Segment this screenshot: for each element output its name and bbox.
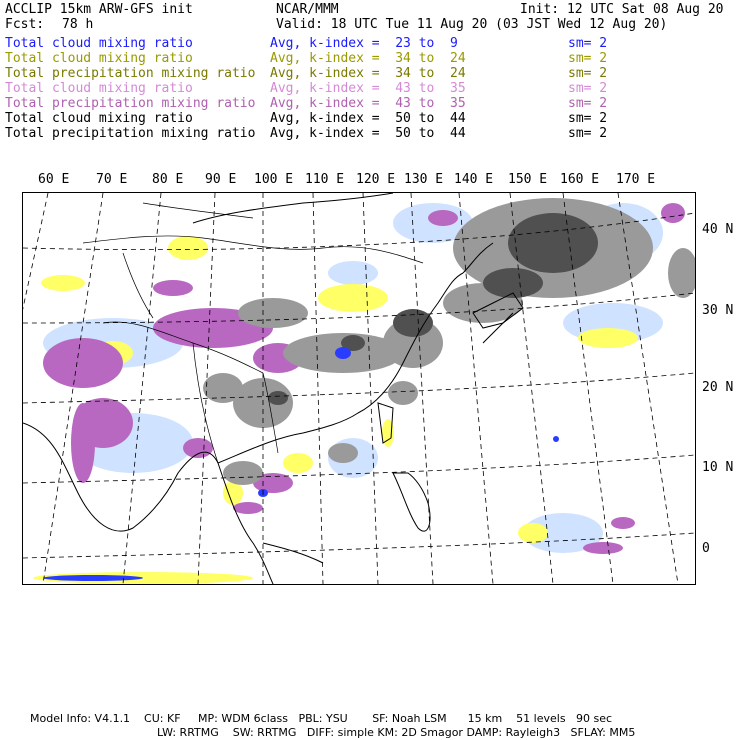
model-info-line1: Model Info: V4.1.1 CU: KF MP: WDM 6class PBL: YSU SF: Noah LSM 15 km 51 levels 90 sec (30, 712, 613, 725)
legend-sm-0: sm= 2 (568, 36, 608, 51)
lat-label-10n: 10 N (702, 460, 734, 475)
lon-label-110e: 110 E (305, 172, 345, 187)
legend-avg-0: Avg, k-index = 23 to 9 (270, 36, 458, 51)
forecast-hours: 78 h (62, 17, 94, 32)
legend-avg-4: Avg, k-index = 43 to 35 (270, 96, 466, 111)
lat-label-20n: 20 N (702, 380, 734, 395)
lon-label-140e: 140 E (454, 172, 494, 187)
lon-label-60e: 60 E (38, 172, 70, 187)
lon-label-100e: 100 E (254, 172, 294, 187)
legend-field-6: Total precipitation mixing ratio (5, 126, 256, 141)
legend-avg-6: Avg, k-index = 50 to 44 (270, 126, 466, 141)
legend-field-3: Total cloud mixing ratio (5, 81, 193, 96)
init-time: Init: 12 UTC Sat 08 Aug 20 (520, 2, 724, 17)
legend-field-2: Total precipitation mixing ratio (5, 66, 256, 81)
legend-sm-4: sm= 2 (568, 96, 608, 111)
legend-avg-3: Avg, k-index = 43 to 35 (270, 81, 466, 96)
lat-label-30n: 30 N (702, 303, 734, 318)
map-canvas (23, 193, 695, 584)
lon-label-120e: 120 E (356, 172, 396, 187)
legend-sm-2: sm= 2 (568, 66, 608, 81)
legend-sm-5: sm= 2 (568, 111, 608, 126)
lon-label-160e: 160 E (560, 172, 600, 187)
lon-label-150e: 150 E (508, 172, 548, 187)
forecast-label: Fcst: (5, 17, 45, 32)
lon-label-170e: 170 E (616, 172, 656, 187)
legend-sm-6: sm= 2 (568, 126, 608, 141)
legend-sm-3: sm= 2 (568, 81, 608, 96)
lon-label-130e: 130 E (404, 172, 444, 187)
legend-avg-2: Avg, k-index = 34 to 24 (270, 66, 466, 81)
lat-label-40n: 40 N (702, 222, 734, 237)
legend-sm-1: sm= 2 (568, 51, 608, 66)
lon-label-70e: 70 E (96, 172, 128, 187)
lon-label-80e: 80 E (152, 172, 184, 187)
map-panel (22, 192, 696, 585)
model-title: ACCLIP 15km ARW-GFS init (5, 2, 193, 17)
valid-time: Valid: 18 UTC Tue 11 Aug 20 (03 JST Wed 12 Aug 20) (276, 17, 668, 32)
legend-field-0: Total cloud mixing ratio (5, 36, 193, 51)
legend-avg-1: Avg, k-index = 34 to 24 (270, 51, 466, 66)
lat-label-0: 0 (702, 541, 710, 556)
lon-label-90e: 90 E (205, 172, 237, 187)
legend-field-1: Total cloud mixing ratio (5, 51, 193, 66)
legend-avg-5: Avg, k-index = 50 to 44 (270, 111, 466, 126)
model-info-line2: LW: RRTMG SW: RRTMG DIFF: simple KM: 2D Smagor DAMP: Rayleigh3 SFLAY: MM5 (157, 726, 636, 739)
legend-field-5: Total cloud mixing ratio (5, 111, 193, 126)
center-name: NCAR/MMM (276, 2, 339, 17)
legend-field-4: Total precipitation mixing ratio (5, 96, 256, 111)
